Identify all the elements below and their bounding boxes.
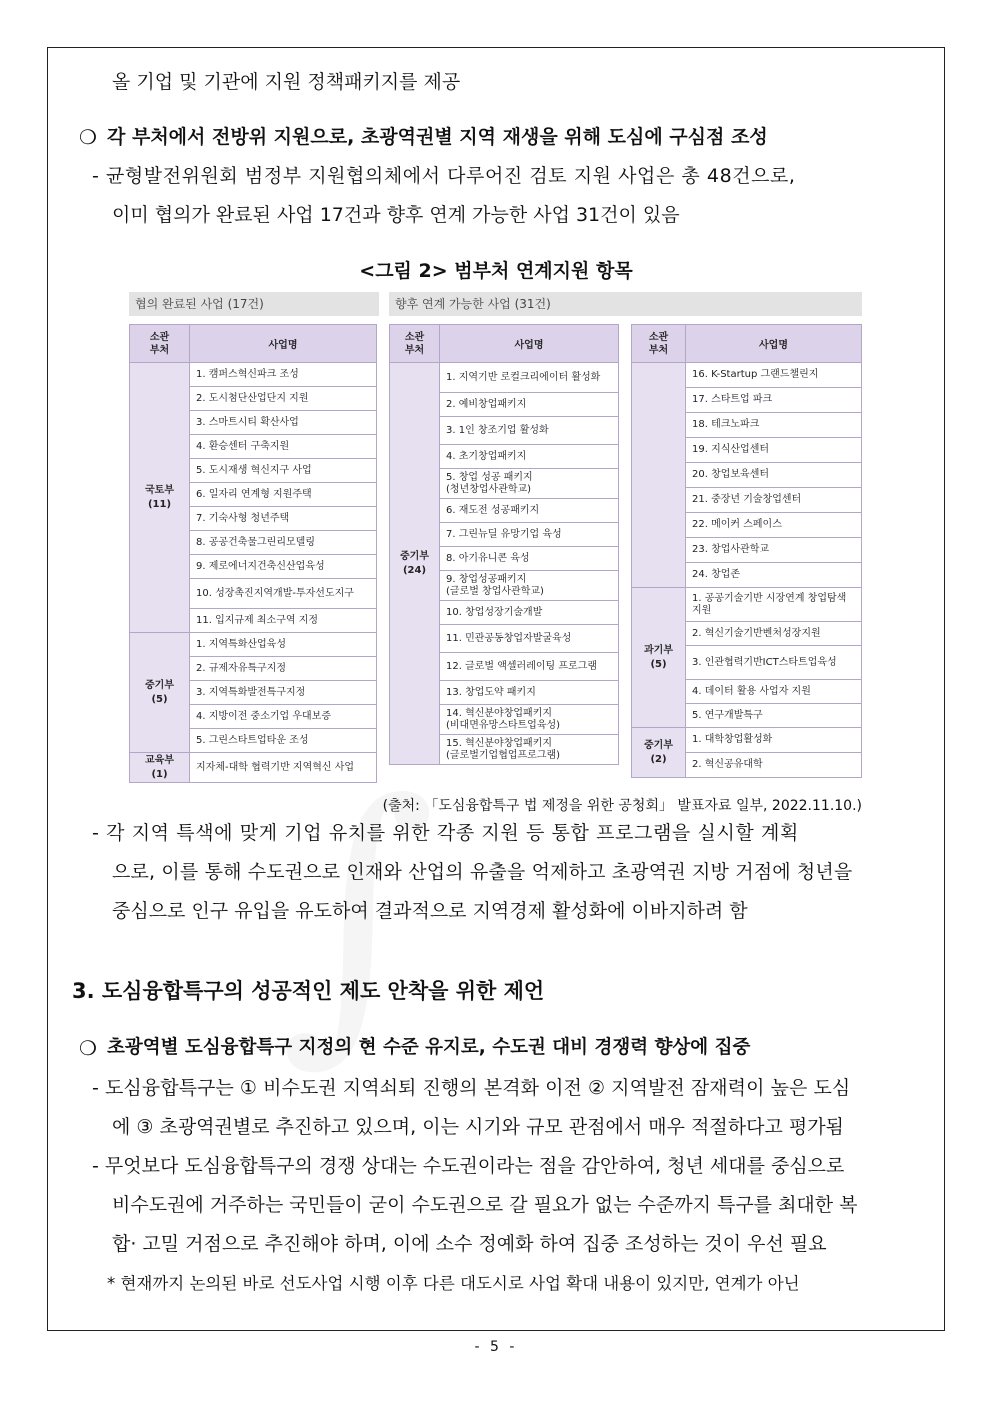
table-cell: 2. 규제자유특구지정 bbox=[190, 657, 377, 681]
text-line: - 무엇보다 도심융합특구의 경쟁 상대는 수도권이라는 점을 감안하여, 청년 세대를 중심으로 bbox=[92, 1155, 845, 1177]
text-line: - 각 지역 특색에 맞게 기업 유치를 위한 각종 지원 등 통합 프로그램을 실시할 계획 bbox=[92, 822, 799, 844]
dept-cell: 교육부 (1) bbox=[130, 753, 190, 783]
right-section-header: 향후 연계 가능한 사업 (31건) bbox=[389, 292, 862, 316]
table-cell: 지자체-대학 협력기반 지역혁신 사업 bbox=[190, 753, 377, 783]
table-cell: 4. 환승센터 구축지원 bbox=[190, 435, 377, 459]
table-cell: 1. 캠퍼스혁신파크 조성 bbox=[190, 363, 377, 387]
table-cell: 5. 연구개발특구 bbox=[686, 704, 862, 728]
table-cell: 5. 창업 성공 패키지 (청년창업사관학교) bbox=[440, 469, 619, 499]
text-line: 비수도권에 거주하는 국민들이 굳이 수도권으로 갈 필요가 없는 수준까지 특구를 최대한 복 bbox=[112, 1194, 858, 1216]
col-name-header: 사업명 bbox=[190, 325, 377, 363]
left-section-header: 협의 완료된 사업 (17건) bbox=[129, 292, 379, 316]
table-cell: 19. 지식산업센터 bbox=[686, 438, 862, 463]
table-cell: 3. 인관협력기반ICT스타트업육성 bbox=[686, 646, 862, 680]
text-line: - 균형발전위원회 범정부 지원협의체에서 다루어진 검토 지원 사업은 총 48건으로, bbox=[92, 165, 796, 187]
col-dept-header: 소관 부처 bbox=[390, 325, 440, 363]
figure-source: (출처: 「도심융합특구 법 제정을 위한 공청회」 발표자료 일부, 2022.11.10.) bbox=[382, 798, 862, 814]
table-cell: 18. 테크노파크 bbox=[686, 413, 862, 438]
table-cell: 14. 혁신분야창업패키지 (비대면유망스타트업육성) bbox=[440, 705, 619, 735]
section-3-heading: 3. 도심융합특구의 성공적인 제도 안착을 위한 제언 bbox=[72, 979, 545, 1003]
table-completed bbox=[129, 324, 377, 783]
text-line: 중심으로 인구 유입을 유도하여 결과적으로 지역경제 활성화에 이바지하려 함 bbox=[112, 900, 748, 922]
table-cell: 13. 창업도약 패키지 bbox=[440, 681, 619, 705]
table-cell: 6. 일자리 연계형 지원주택 bbox=[190, 483, 377, 507]
table-cell: 24. 창업존 bbox=[686, 563, 862, 588]
table-cell: 4. 지방이전 중소기업 우대보증 bbox=[190, 705, 377, 729]
table-cell: 21. 중장년 기술창업센터 bbox=[686, 488, 862, 513]
dept-cell: 국토부 (11) bbox=[130, 363, 190, 633]
table-cell: 3. 1인 창조기업 활성화 bbox=[440, 417, 619, 445]
circle-bullet-icon: ❍ bbox=[79, 1036, 97, 1060]
table-cell: 4. 데이터 활용 사업자 지원 bbox=[686, 680, 862, 704]
table-cell: 10. 성장촉진지역개발-투자선도지구 bbox=[190, 579, 377, 609]
circle-bullet-icon: ❍ bbox=[79, 125, 97, 149]
table-cell: 5. 도시재생 혁신지구 사업 bbox=[190, 459, 377, 483]
table-cell: 2. 예비창업패키지 bbox=[440, 393, 619, 417]
table-cell: 3. 스마트시티 확산사업 bbox=[190, 411, 377, 435]
text-line: 합· 고밀 거점으로 추진해야 하며, 이에 소수 정예화 하여 집중 조성하는 것이 우선 필요 bbox=[112, 1233, 827, 1255]
page-number: - 5 - bbox=[474, 1339, 518, 1355]
text-line: 에 ③ 초광역권별로 추진하고 있으며, 이는 시기와 규모 관점에서 매우 적절하다고 평가됨 bbox=[112, 1116, 844, 1138]
col-name-header: 사업명 bbox=[686, 325, 862, 363]
table-cell: 8. 아기유니콘 육성 bbox=[440, 547, 619, 571]
text-line: 올 기업 및 기관에 지원 정책패키지를 제공 bbox=[112, 71, 461, 93]
table-cell: 11. 입지규제 최소구역 지정 bbox=[190, 609, 377, 633]
table-cell: 4. 초기창업패키지 bbox=[440, 445, 619, 469]
table-cell: 15. 혁신분야창업패키지 (글로벌기업협업프로그램) bbox=[440, 735, 619, 765]
table-cell: 8. 공공건축물그린리모델링 bbox=[190, 531, 377, 555]
table-cell: 22. 메이커 스페이스 bbox=[686, 513, 862, 538]
dept-cell bbox=[632, 363, 686, 588]
table-cell: 9. 제로에너지건축신산업육성 bbox=[190, 555, 377, 579]
table-cell: 9. 창업성공패키지 (글로벌 창업사관학교) bbox=[440, 571, 619, 601]
table-cell: 23. 창업사관학교 bbox=[686, 538, 862, 563]
footnote: * 현재까지 논의된 바로 선도사업 시행 이후 다른 대도시로 사업 확대 내용이 있지만, 연계가 아닌 bbox=[107, 1274, 800, 1293]
table-future-2 bbox=[631, 324, 862, 778]
col-name-header: 사업명 bbox=[440, 325, 619, 363]
table-cell: 11. 민관공동창업자발굴육성 bbox=[440, 625, 619, 653]
table-cell: 12. 글로벌 액셀러레이팅 프로그램 bbox=[440, 653, 619, 681]
text-line: 이미 협의가 완료된 사업 17건과 향후 연계 가능한 사업 31건이 있음 bbox=[112, 204, 680, 226]
table-cell: 1. 대학창업활성화 bbox=[686, 728, 862, 753]
table-cell: 17. 스타트업 파크 bbox=[686, 388, 862, 413]
table-cell: 3. 지역특화발전특구지정 bbox=[190, 681, 377, 705]
text-line: 으로, 이를 통해 수도권으로 인재와 산업의 유출을 억제하고 초광역권 지방 거점에 청년을 bbox=[112, 861, 853, 883]
table-cell: 6. 재도전 성공패키지 bbox=[440, 499, 619, 523]
heading-bullet-2: 초광역별 도심융합특구 지정의 현 수준 유지로, 수도권 대비 경쟁력 향상에 집중 bbox=[107, 1037, 751, 1058]
dept-cell: 과기부 (5) bbox=[632, 588, 686, 728]
table-cell: 16. K-Startup 그랜드챌린지 bbox=[686, 363, 862, 388]
table-cell: 1. 지역기반 로컬크리에이터 활성화 bbox=[440, 363, 619, 393]
table-cell: 2. 혁신공유대학 bbox=[686, 753, 862, 778]
col-dept-header: 소관 부처 bbox=[632, 325, 686, 363]
table-cell: 2. 혁신기술기반벤처성장지원 bbox=[686, 622, 862, 646]
table-cell: 1. 지역특화산업육성 bbox=[190, 633, 377, 657]
table-cell: 5. 그린스타트업타운 조성 bbox=[190, 729, 377, 753]
dept-cell: 중기부 (24) bbox=[390, 363, 440, 765]
dept-cell: 중기부 (2) bbox=[632, 728, 686, 778]
table-cell: 20. 창업보육센터 bbox=[686, 463, 862, 488]
dept-cell: 중기부 (5) bbox=[130, 633, 190, 753]
text-line: - 도심융합특구는 ① 비수도권 지역쇠퇴 진행의 본격화 이전 ② 지역발전 잠재력이 높은 도심 bbox=[92, 1077, 851, 1099]
table-future-1 bbox=[389, 324, 619, 765]
figure-2 bbox=[129, 292, 862, 782]
table-cell: 1. 공공기술기반 시장연계 창업탐색 지원 bbox=[686, 588, 862, 622]
table-cell: 7. 그린뉴딜 유망기업 육성 bbox=[440, 523, 619, 547]
figure-title: <그림 2> 범부처 연계지원 항목 bbox=[359, 260, 633, 282]
table-cell: 10. 창업성장기술개발 bbox=[440, 601, 619, 625]
table-cell: 2. 도시첨단산업단지 지원 bbox=[190, 387, 377, 411]
table-cell: 7. 기숙사형 청년주택 bbox=[190, 507, 377, 531]
col-dept-header: 소관 부처 bbox=[130, 325, 190, 363]
heading-bullet-1: 각 부처에서 전방위 지원으로, 초광역권별 지역 재생을 위해 도심에 구심점 조성 bbox=[107, 126, 768, 148]
